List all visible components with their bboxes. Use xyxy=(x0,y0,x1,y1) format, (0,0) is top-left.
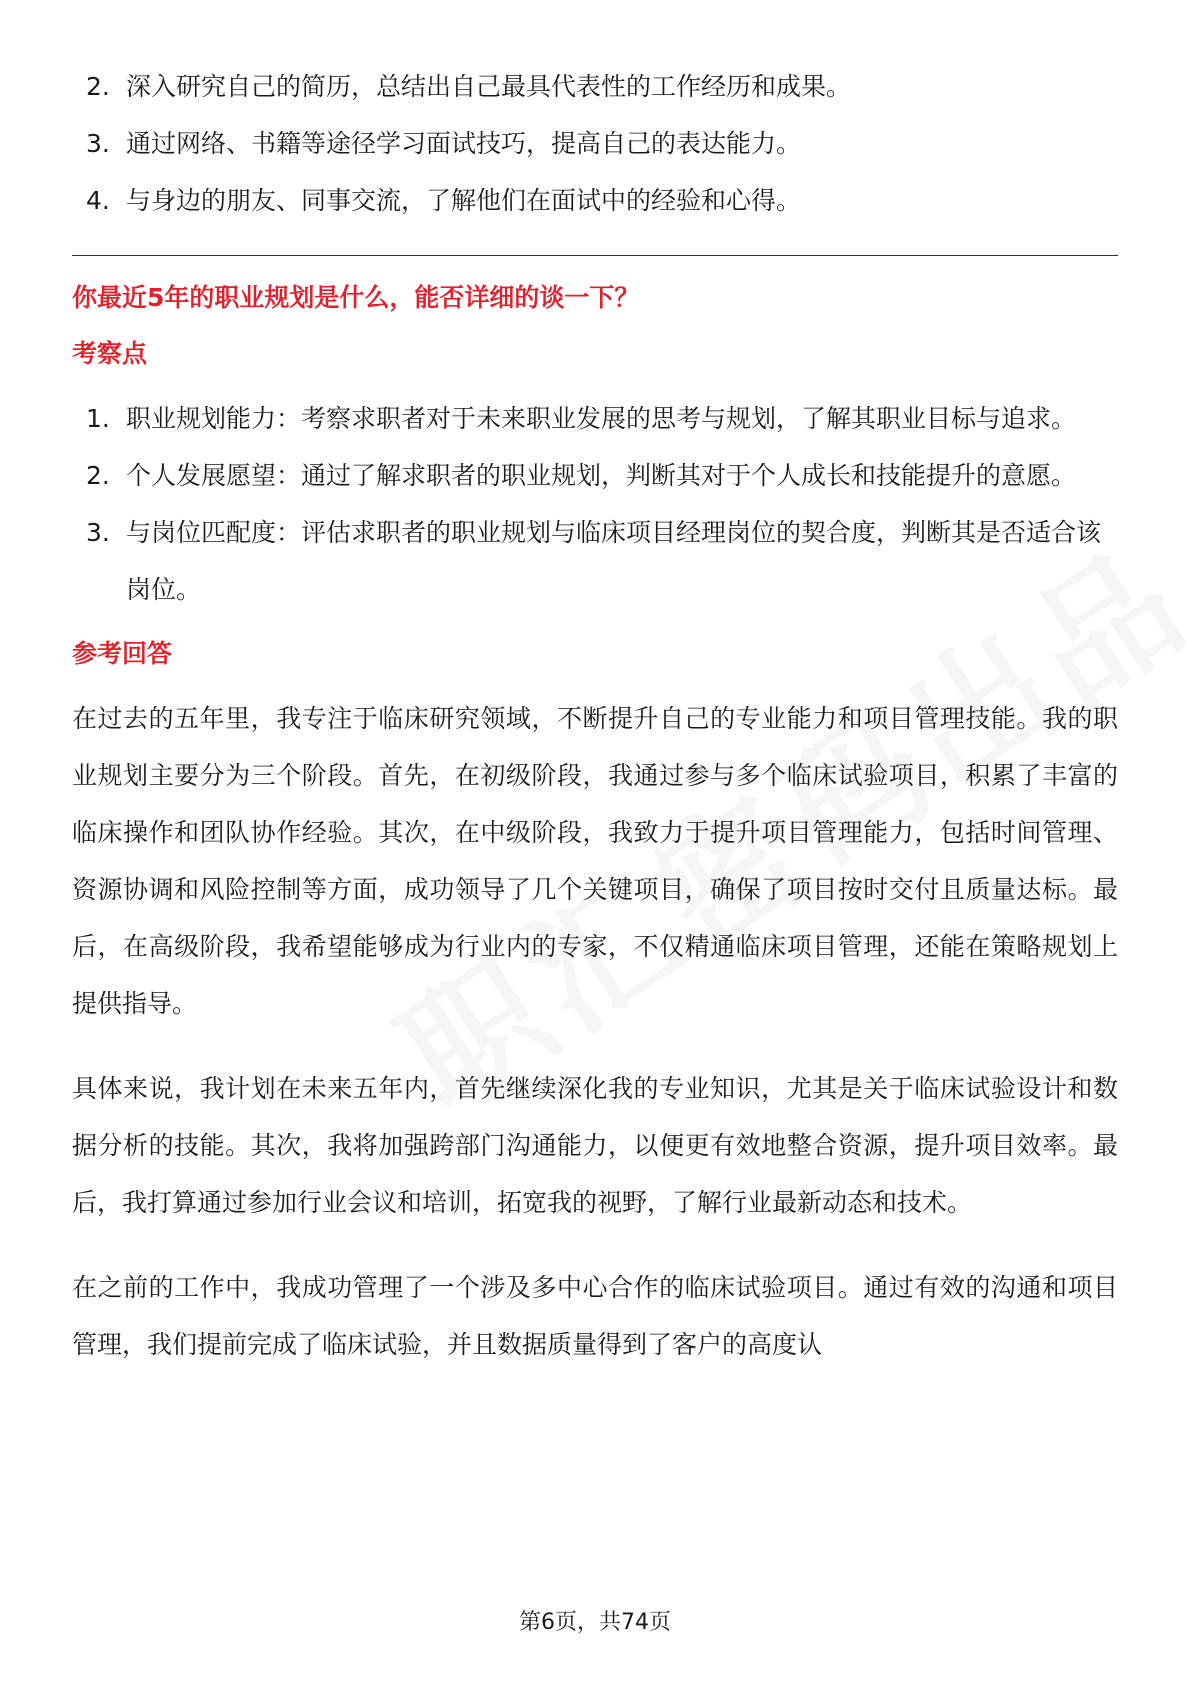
page-number-footer: 第6页，共74页 xyxy=(519,1610,671,1635)
list-item xyxy=(72,504,1118,618)
list-number: 3. xyxy=(86,518,110,547)
page-content xyxy=(72,58,1118,1373)
list-text: 深入研究自己的简历，总结出自己最具代表性的工作经历和成果。 xyxy=(126,72,852,101)
question-heading: 你最近5年的职业规划是什么，能否详细的谈一下？ xyxy=(72,283,640,312)
prep-list xyxy=(72,58,1118,229)
list-item xyxy=(72,390,1118,447)
list-item xyxy=(72,58,1118,115)
answer-paragraph: 在之前的工作中，我成功管理了一个涉及多中心合作的临床试验项目。通过有效的沟通和项目管理，我们提前完成了临床试验，并且数据质量得到了客户的高度认 xyxy=(72,1273,1118,1359)
section-divider xyxy=(72,255,1118,256)
list-text: 通过网络、书籍等途径学习面试技巧，提高自己的表达能力。 xyxy=(126,129,802,158)
list-item xyxy=(72,172,1118,229)
points-label: 考察点 xyxy=(72,339,148,368)
list-text: 与岗位匹配度：评估求职者的职业规划与临床项目经理岗位的契合度，判断其是否适合该岗位。 xyxy=(126,518,1102,604)
assessment-points-list xyxy=(72,390,1118,618)
list-number: 1. xyxy=(86,404,110,433)
list-item xyxy=(72,447,1118,504)
list-number: 2. xyxy=(86,461,110,490)
list-number: 4. xyxy=(86,186,110,215)
answer-paragraph: 具体来说，我计划在未来五年内，首先继续深化我的专业知识，尤其是关于临床试验设计和数据分析的技能。其次，我将加强跨部门沟通能力，以便更有效地整合资源，提升项目效率。最后，我打算通过参加行业会议和培训，拓宽我的视野，了解行业最新动态和技术。 xyxy=(72,1074,1118,1217)
list-text: 个人发展愿望：通过了解求职者的职业规划，判断其对于个人成长和技能提升的意愿。 xyxy=(126,461,1077,490)
list-text: 职业规划能力：考察求职者对于未来职业发展的思考与规划，了解其职业目标与追求。 xyxy=(126,404,1077,433)
answer-label: 参考回答 xyxy=(72,639,173,668)
list-number: 3. xyxy=(86,129,110,158)
answer-paragraph: 在过去的五年里，我专注于临床研究领域，不断提升自己的专业能力和项目管理技能。我的职业规划主要分为三个阶段。首先，在初级阶段，我通过参与多个临床试验项目，积累了丰富的临床操作和团队协作经验。其次，在中级阶段，我致力于提升项目管理能力，包括时间管理、资源协调和风险控制等方面，成功领导了几个关键项目，确保了项目按时交付且质量达标。最后，在高级阶段，我希望能够成为行业内的专家，不仅精通临床项目管理，还能在策略规划上提供指导。 xyxy=(72,704,1118,1018)
list-item xyxy=(72,115,1118,172)
list-number: 2. xyxy=(86,72,110,101)
list-text: 与身边的朋友、同事交流，了解他们在面试中的经验和心得。 xyxy=(126,186,802,215)
